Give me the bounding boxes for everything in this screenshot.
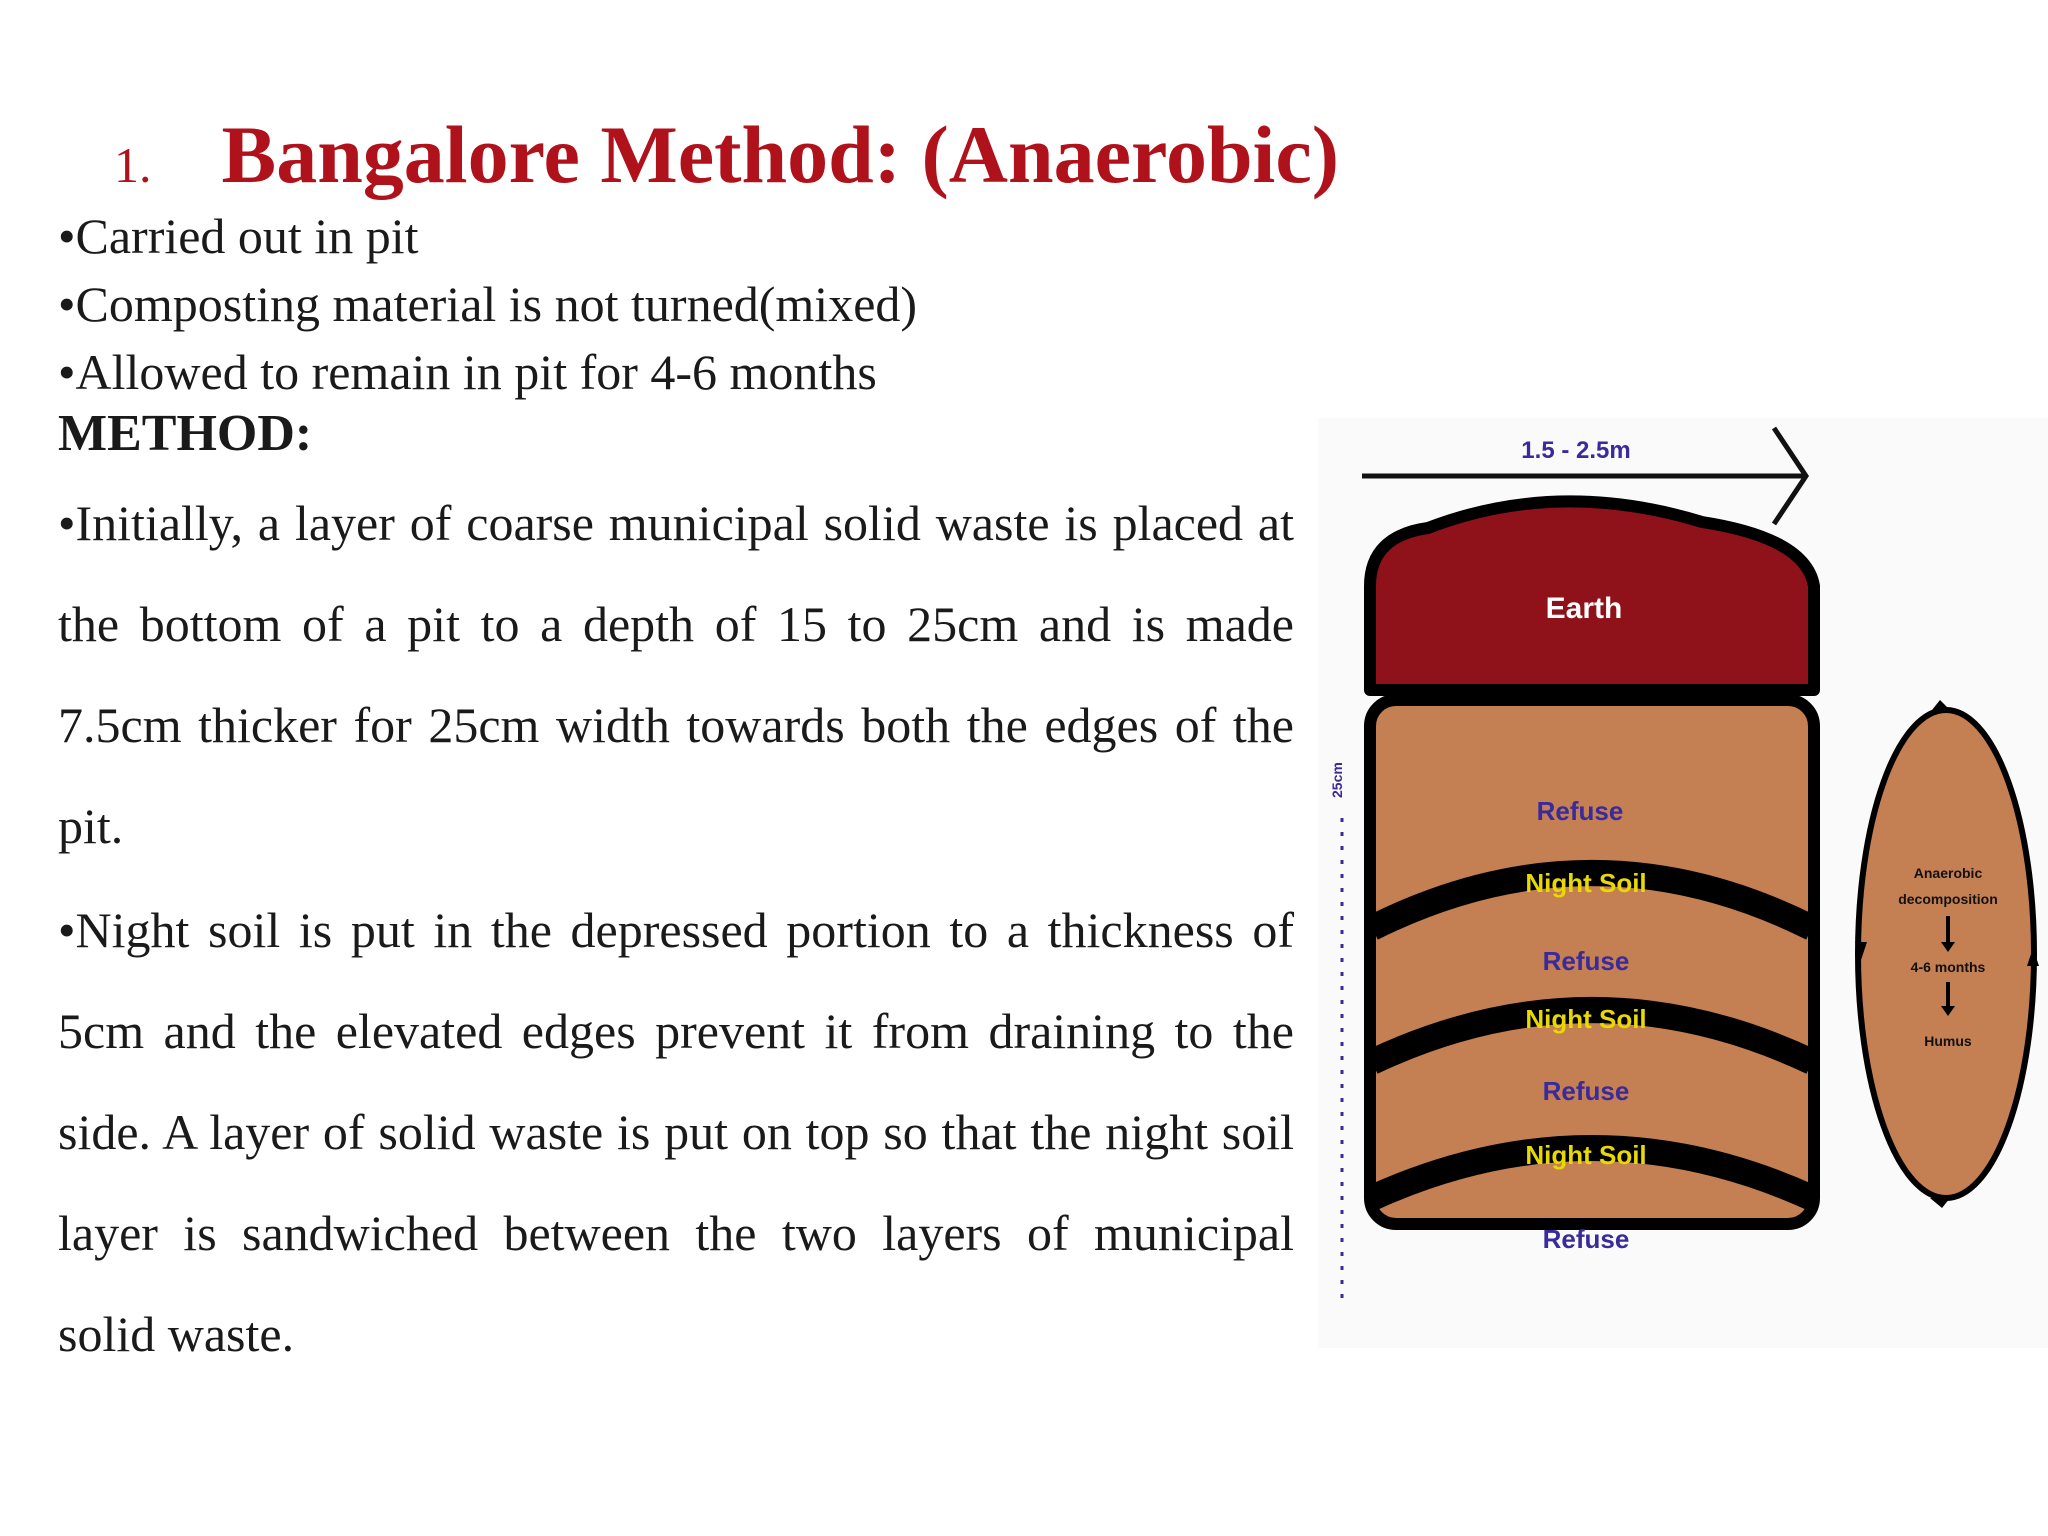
bullet-item: •Composting material is not turned(mixed)	[58, 276, 918, 332]
decomposition-cycle	[1858, 710, 2034, 1198]
bullet-item: •Carried out in pit	[58, 208, 419, 264]
method-paragraph-1: •Initially, a layer of coarse municipal solid waste is placed at the bottom of a pit to a depth of 15 to 25cm and is made 7.5cm thicker for 25cm width towards both the edges of the pit.	[58, 495, 1294, 854]
summary-bullets	[58, 202, 917, 406]
cycle-label: Anaerobic	[1913, 865, 1983, 881]
refuse-label: Refuse	[1542, 946, 1630, 976]
cycle-arrow	[1932, 700, 1950, 710]
slide-title	[114, 108, 1339, 202]
pit-diagram	[1318, 418, 2048, 1348]
refuse-label: Refuse	[1542, 1224, 1630, 1254]
cycle-label: decomposition	[1898, 891, 1998, 907]
night-soil-label: Night Soil	[1525, 1004, 1647, 1034]
refuse-label: Refuse	[1536, 796, 1624, 826]
cycle-arrow	[1930, 1198, 1950, 1208]
title-text: Bangalore Method: (Anaerobic)	[221, 109, 1340, 200]
night-soil-label: Night Soil	[1525, 868, 1647, 898]
title-number: 1.	[114, 137, 152, 193]
method-heading: METHOD:	[58, 405, 313, 462]
night-soil-label: Night Soil	[1525, 1140, 1647, 1170]
method-paragraph-2: •Night soil is put in the depressed portion to a thickness of 5cm and the elevated edges prevent it from draining to the side. A layer of solid waste is put on top so that the night soil layer is sandwiched between the two layers of municipal solid waste.	[58, 902, 1294, 1362]
refuse-label: Refuse	[1542, 1076, 1630, 1106]
cycle-label: Humus	[1924, 1033, 1972, 1049]
bullet-item: •Allowed to remain in pit for 4-6 months	[58, 344, 877, 400]
cycle-label: 4-6 months	[1910, 959, 1986, 975]
side-dimension-label: 25cm	[1329, 762, 1345, 798]
width-label: 1.5 - 2.5m	[1521, 437, 1631, 464]
earth-label: Earth	[1545, 592, 1623, 625]
